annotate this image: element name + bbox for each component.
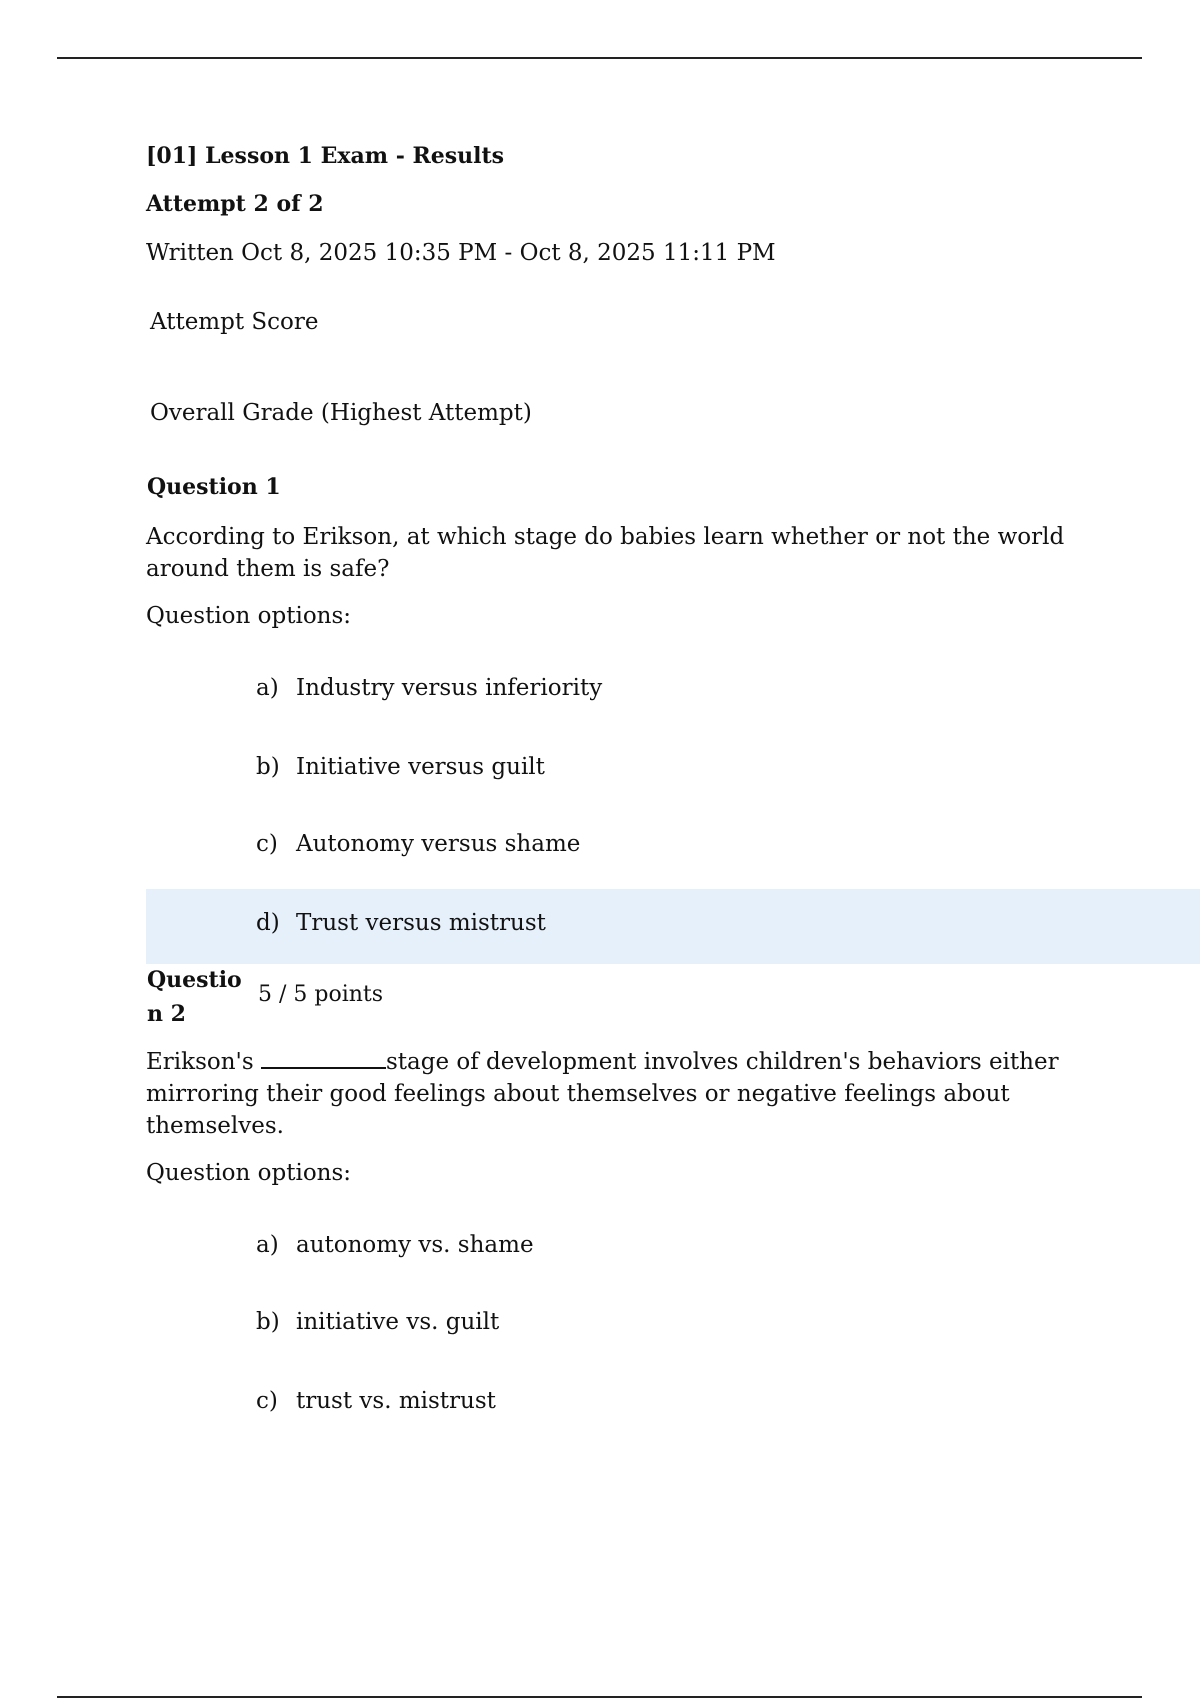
option-letter: c) (256, 831, 278, 857)
written-timestamp: Written Oct 8, 2025 10:35 PM - Oct 8, 2025 11:11 PM (146, 240, 776, 266)
bottom-rule (57, 1696, 1142, 1698)
question-1-option-c (256, 831, 580, 857)
option-letter: c) (256, 1388, 278, 1414)
question-2-heading: Question 2 (147, 967, 242, 1027)
attempt-label: Attempt 2 of 2 (146, 191, 324, 217)
option-text: Initiative versus guilt (296, 754, 545, 780)
option-text: autonomy vs. shame (296, 1232, 534, 1258)
option-text: Industry versus inferiority (296, 675, 603, 701)
option-letter: b) (256, 1309, 280, 1335)
option-letter: b) (256, 754, 280, 780)
question-2-option-c (256, 1388, 496, 1414)
page-title: [01] Lesson 1 Exam - Results (146, 143, 505, 169)
question-2-points: 5 / 5 points (258, 982, 384, 1007)
fill-in-blank (261, 1045, 386, 1069)
question-1-option-d (256, 910, 546, 936)
attempt-score-label: Attempt Score (150, 309, 319, 335)
question-1-option-a (256, 675, 602, 701)
question-1-heading: Question 1 (147, 474, 281, 500)
option-text: Autonomy versus shame (296, 831, 581, 857)
question-1-options-label: Question options: (146, 603, 352, 629)
top-rule (57, 57, 1142, 59)
question-2-option-b (256, 1309, 499, 1335)
option-text: initiative vs. guilt (296, 1309, 500, 1335)
question-2-text (146, 1045, 1076, 1142)
question-1-option-b (256, 754, 545, 780)
question-2-text-before: Erikson's (146, 1049, 261, 1075)
question-2-options-label: Question options: (146, 1160, 352, 1186)
option-text: trust vs. mistrust (296, 1388, 496, 1414)
question-1-text: According to Erikson, at which stage do babies learn whether or not the world around them is safe? (146, 524, 1065, 582)
option-letter: d) (256, 910, 280, 936)
question-2-option-a (256, 1232, 534, 1258)
option-letter: a) (256, 1232, 279, 1258)
option-letter: a) (256, 675, 279, 701)
overall-grade-label: Overall Grade (Highest Attempt) (150, 400, 532, 426)
option-text: Trust versus mistrust (296, 910, 546, 936)
question-2-text-after: stage of development involves children's behaviors either mirroring their good feelings about themselves or negative feelings about themselves. (146, 1049, 1059, 1139)
